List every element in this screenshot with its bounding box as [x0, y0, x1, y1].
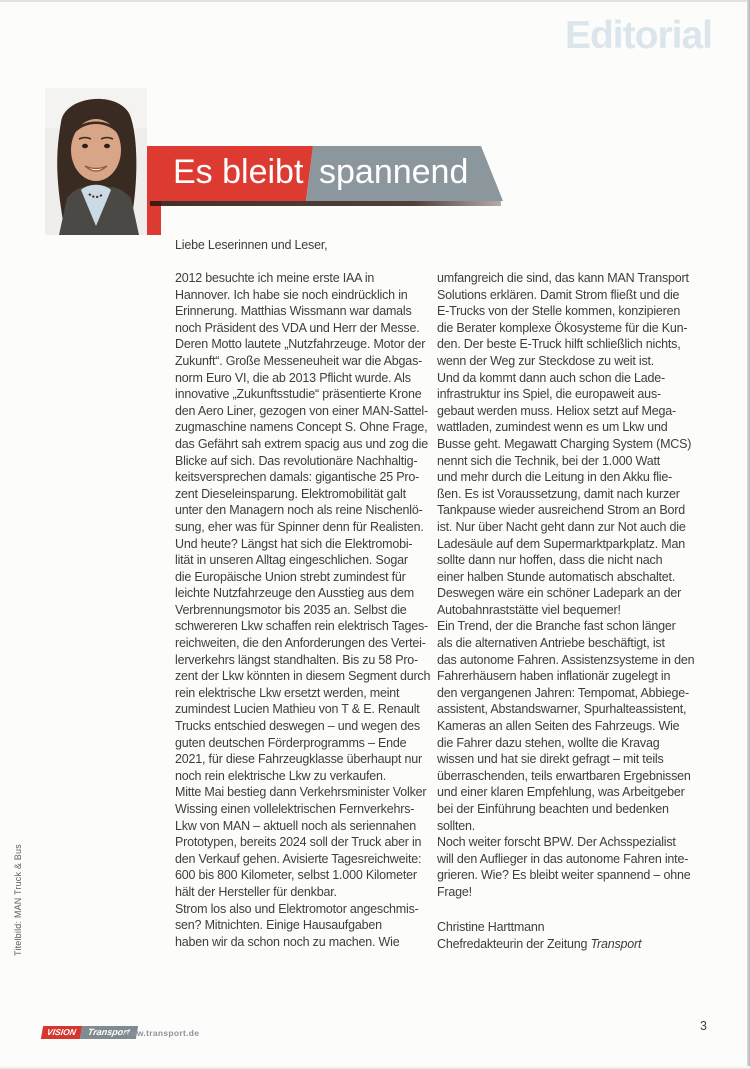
text-line: Tankpause wieder ausreichend Strom an Bord	[437, 503, 685, 518]
text-line: reichweiten, die den Anforderungen des Vertei-	[175, 636, 426, 651]
logo-transport: Transport	[80, 1026, 138, 1039]
text-line: unter den Managern noch als reine Nischenlö-	[175, 503, 423, 518]
text-line: ist. Nur über Nacht geht dann zur Not auch die	[437, 519, 686, 534]
text-line: leichte Nutzfahrzeuge den Ausstieg aus dem	[175, 586, 414, 601]
text-line: Hannover. Ich habe sie noch eindrücklich in	[175, 287, 408, 302]
text-line: die Europäische Union strebt zumindest für	[175, 569, 406, 584]
text-line: innovative „Zukunftsstudie“ präsentierte Krone	[175, 387, 422, 402]
text-line: Frage!	[437, 884, 472, 899]
text-line: Prototypen, bereits 2024 soll der Truck aber in	[175, 835, 422, 850]
text-line: Noch weiter forscht BPW. Der Achsspezialist	[437, 835, 676, 850]
text-line: lerverkehrs längst standhalten. Bis zu 58 Pro-	[175, 652, 419, 667]
portrait-illustration	[45, 88, 147, 235]
greeting-line: Liebe Leserinnen und Leser,	[175, 238, 328, 252]
text-line: Ladesäule auf dem Supermarktparkplatz. Man	[437, 536, 685, 551]
text-line: Fahrerhäusern haben inflationär zugelegt in	[437, 669, 671, 684]
text-line: Erinnerung. Matthias Wissmann war damals	[175, 304, 412, 319]
banner-shadow	[150, 201, 501, 206]
text-line: infrastruktur ins Spiel, die europaweit aus-	[437, 387, 661, 402]
footer-url: www.transport.de	[123, 1028, 200, 1038]
right-column	[437, 270, 707, 901]
text-line: hält der Hersteller für denkbar.	[175, 884, 337, 899]
text-line: Deren Motto lautete „Nutzfahrzeuge. Motor der	[175, 337, 426, 352]
text-line: zent der Lkw könnten in diesem Segment durch	[175, 669, 431, 684]
text-line: lität in unseren Alltag eingeschlichen. Sogar	[175, 553, 408, 568]
text-line: überraschenden, teils erwartbaren Ergebnissen	[437, 768, 691, 783]
text-line: Mitte Mai bestieg dann Verkehrsminister Volker	[175, 785, 427, 800]
banner-text-highlight: Es bleibt	[173, 153, 304, 191]
text-line: Trucks entschied deswegen – und wegen des	[175, 719, 420, 734]
left-column	[175, 270, 431, 950]
text-line: wenn der Weg zur Steckdose zu weit ist.	[437, 353, 655, 368]
text-line: Solutions erklären. Damit Strom fließt und die	[437, 287, 680, 302]
text-line: 2021, für diese Fahrzeugklasse überhaupt nur	[175, 752, 422, 767]
text-line: den vergangenen Jahren: Tempomat, Abbiege-	[437, 685, 689, 700]
text-line: Zukunft“. Große Messeneuheit war die Abgas-	[175, 353, 423, 368]
text-line: die Berater komplexe Ökosysteme für die Kun-	[437, 320, 688, 335]
text-line: gebaut werden muss. Heliox setzt auf Mega-	[437, 403, 676, 418]
text-line: Lkw von MAN – aktuell noch als seriennahen	[175, 818, 417, 833]
text-line: das autonome Fahren. Assistenzsysteme in den	[437, 652, 695, 667]
text-line: den Verkauf gehen. Avisierte Tagesreichweite:	[175, 851, 422, 866]
text-line: Und heute? Längst hat sich die Elektromobi-	[175, 536, 413, 551]
photo-credit-vertical: Titelbild: MAN Truck & Bus	[13, 844, 23, 956]
text-line: sen? Mitnichten. Einige Hausaufgaben	[175, 918, 382, 933]
page-title: Editorial	[564, 14, 712, 57]
banner-text-rest: spannend	[319, 153, 469, 191]
text-line: einer halben Stunde automatisch abschaltet.	[437, 569, 676, 584]
text-line: will den Auflieger in das autonome Fahren inte-	[437, 851, 689, 866]
text-line: das Gefährt sah extrem spacig aus und zog die	[175, 436, 428, 451]
page-edge-top	[0, 0, 750, 2]
text-line: Strom los also und Elektromotor angeschmis-	[175, 901, 419, 916]
text-line: und mehr durch die Leitung in den Akku flie-	[437, 470, 673, 485]
text-line: Wissing einen vollelektrischen Fernverkehrs-	[175, 802, 415, 816]
text-line: haben wir da schon noch zu machen. Wie	[175, 934, 400, 949]
text-line: wattladen, zumindest wenn es um Lkw und	[437, 420, 668, 435]
text-line: zugmaschine namens Concept S. Ohne Frage,	[175, 420, 428, 435]
text-line: Deswegen wäre ein schöner Ladepark an der	[437, 586, 682, 601]
title-banner	[147, 146, 503, 201]
text-line: noch rein elektrische Lkw zu verkaufen.	[175, 768, 387, 783]
signature-role: Chefredakteurin der Zeitung Transport	[437, 936, 642, 951]
text-line: und einer klaren Empfehlung, was Arbeitgeber	[437, 785, 685, 800]
text-line: Ein Trend, der die Branche fast schon länger	[437, 619, 676, 634]
text-line: guten deutschen Förderprogramms – Ende	[175, 735, 407, 750]
text-line: Blicke auf sich. Das revolutionäre Nachhaltig-	[175, 453, 418, 468]
text-line: nennt sich die Technik, bei der 1.000 Watt	[437, 453, 660, 468]
logo-vision: VISION	[41, 1026, 82, 1039]
text-line: bei der Einführung beachten und bedenken	[437, 802, 669, 816]
text-line: ßen. Es ist Voraussetzung, damit nach kurzer	[437, 486, 680, 501]
page-number: 3	[700, 1019, 707, 1033]
text-line: Verbrennungsmotor bis 2035 an. Selbst die	[175, 602, 407, 617]
text-line: die Fahrer dazu stehen, wollte die Kravag	[437, 735, 660, 750]
text-line: 2012 besuchte ich meine erste IAA in	[175, 271, 375, 285]
text-line: grieren. Wie? Es bleibt weiter spannend – ohne	[437, 868, 691, 883]
signature-name: Christine Harttmann	[437, 920, 545, 934]
text-line: den. Der beste E-Truck hilft schließlich nichts,	[437, 337, 681, 352]
text-line: rein elektrische Lkw ersetzt werden, meint	[175, 685, 400, 700]
signature-block	[437, 919, 641, 952]
text-line: schwereren Lkw schaffen rein elektrisch Tages-	[175, 619, 428, 634]
text-line: zent Dieseleinsparung. Elektromobilität galt	[175, 486, 406, 501]
text-line: assistent, Abstandswarner, Spurhalteassistent,	[437, 702, 687, 717]
text-line: E-Trucks von der Stelle kommen, konzipieren	[437, 304, 681, 319]
text-line: Und da kommt dann auch schon die Lade-	[437, 370, 665, 385]
text-line: Busse geht. Megawatt Charging System (MCS)	[437, 436, 692, 451]
text-line: umfangreich die sind, das kann MAN Transport	[437, 271, 689, 285]
portrait-photo	[45, 88, 147, 235]
text-line: den Aero Liner, gezogen von einer MAN-Sattel-	[175, 403, 428, 418]
text-line: norm Euro VI, die ab 2013 Pflicht wurde. Als	[175, 370, 411, 385]
text-line: Kameras an allen Seiten des Fahrzeugs. Wie	[437, 719, 680, 734]
text-line: wissen und hat sie direkt gefragt – mit teils	[437, 752, 664, 767]
text-line: als die alternativen Antriebe beschäftigt, ist	[437, 636, 665, 651]
text-line: keitsversprechen damals: gigantische 25 Pro-	[175, 470, 420, 485]
text-line: Autobahnraststätte viel bequemer!	[437, 602, 621, 617]
text-line: sung, eher was für Spinner denn für Realisten.	[175, 519, 424, 534]
text-line: sollte dann nur hoffen, dass die nicht nach	[437, 553, 663, 568]
text-line: sollten.	[437, 818, 476, 833]
text-line: 600 bis 800 Kilometer, selbst 1.000 Kilometer	[175, 868, 417, 883]
text-line: zumindest Lucien Mathieu von T & E. Renault	[175, 702, 420, 717]
text-line: noch Präsident des VDA und Herr der Messe.	[175, 320, 420, 335]
